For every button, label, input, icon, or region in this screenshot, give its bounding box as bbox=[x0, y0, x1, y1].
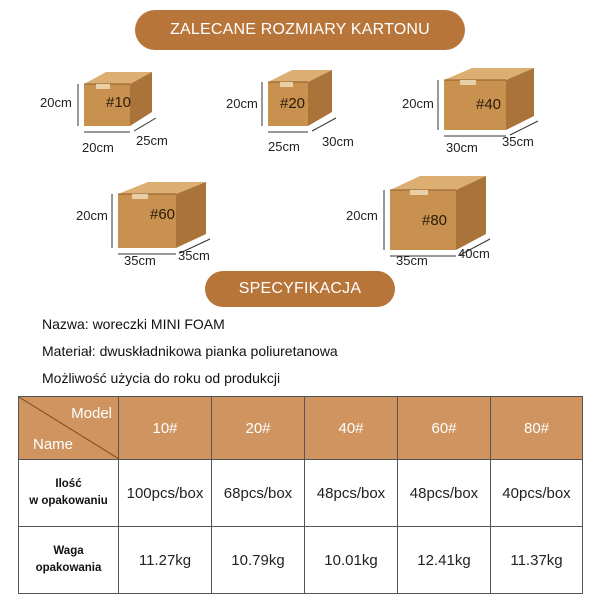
table-row-weight bbox=[19, 527, 583, 594]
weight-cell-40: 10.01kg bbox=[305, 527, 398, 594]
quantity-cell-60: 48pcs/box bbox=[398, 460, 491, 527]
recommended-carton-sizes-banner: ZALECANE ROZMIARY KARTONU bbox=[135, 10, 465, 50]
weight-cell-60: 12.41kg bbox=[398, 527, 491, 594]
carton-80-label: #80 bbox=[422, 212, 448, 229]
weight-cell-80: 11.37kg bbox=[491, 527, 583, 594]
carton-80-width: 40cm bbox=[458, 246, 490, 261]
specification-table bbox=[18, 396, 583, 594]
table-row-quantity bbox=[19, 460, 583, 527]
row-label-quantity-line2: w opakowaniu bbox=[29, 495, 108, 507]
column-header-20: 20# bbox=[212, 397, 305, 460]
weight-cell-10: 11.27kg bbox=[119, 527, 212, 594]
spec-name-line: Nazwa: woreczki MINI FOAM bbox=[42, 316, 225, 332]
specification-banner: SPECYFIKACJA bbox=[205, 271, 395, 307]
carton-10-depth: 20cm bbox=[82, 140, 114, 155]
spec-shelf-life-line: Możliwość użycia do roku od produkcji bbox=[42, 370, 281, 386]
column-header-60: 60# bbox=[398, 397, 491, 460]
column-header-80: 80# bbox=[491, 397, 583, 460]
spec-material-line: Materiał: dwuskładnikowa pianka poliuretanowa bbox=[42, 343, 338, 359]
quantity-cell-10: 100pcs/box bbox=[119, 460, 212, 527]
carton-20-width: 30cm bbox=[322, 134, 354, 149]
carton-40-depth: 30cm bbox=[446, 140, 478, 155]
carton-20-depth: 25cm bbox=[268, 139, 300, 154]
row-label-quantity bbox=[19, 460, 119, 527]
carton-40-width: 35cm bbox=[502, 134, 534, 149]
carton-10-width: 25cm bbox=[136, 133, 168, 148]
row-label-weight-line1: Waga bbox=[53, 545, 84, 557]
row-label-weight bbox=[19, 527, 119, 594]
carton-40-label: #40 bbox=[476, 96, 502, 113]
carton-20-label: #20 bbox=[280, 95, 306, 112]
weight-cell-20: 10.79kg bbox=[212, 527, 305, 594]
quantity-cell-20: 68pcs/box bbox=[212, 460, 305, 527]
carton-80-height: 20cm bbox=[346, 208, 378, 223]
row-label-weight-line2: opakowania bbox=[35, 562, 102, 574]
column-header-40: 40# bbox=[305, 397, 398, 460]
column-header-10: 10# bbox=[119, 397, 212, 460]
carton-20-height: 20cm bbox=[226, 96, 258, 111]
corner-model-label: Model bbox=[71, 405, 112, 422]
carton-60-height: 20cm bbox=[76, 208, 108, 223]
quantity-cell-80: 40pcs/box bbox=[491, 460, 583, 527]
carton-10-label: #10 bbox=[106, 94, 132, 111]
carton-60-depth: 35cm bbox=[124, 253, 156, 268]
quantity-cell-40: 48pcs/box bbox=[305, 460, 398, 527]
carton-60-width: 35cm bbox=[178, 248, 210, 263]
carton-60-label: #60 bbox=[150, 206, 176, 223]
corner-name-label: Name bbox=[33, 436, 74, 453]
carton-10-height: 20cm bbox=[40, 95, 72, 110]
carton-40-height: 20cm bbox=[402, 96, 434, 111]
table-corner-cell bbox=[19, 397, 119, 460]
row-label-quantity-line1: Ilość bbox=[55, 478, 82, 490]
carton-80-depth: 35cm bbox=[396, 253, 428, 268]
table-header-row bbox=[19, 397, 583, 460]
